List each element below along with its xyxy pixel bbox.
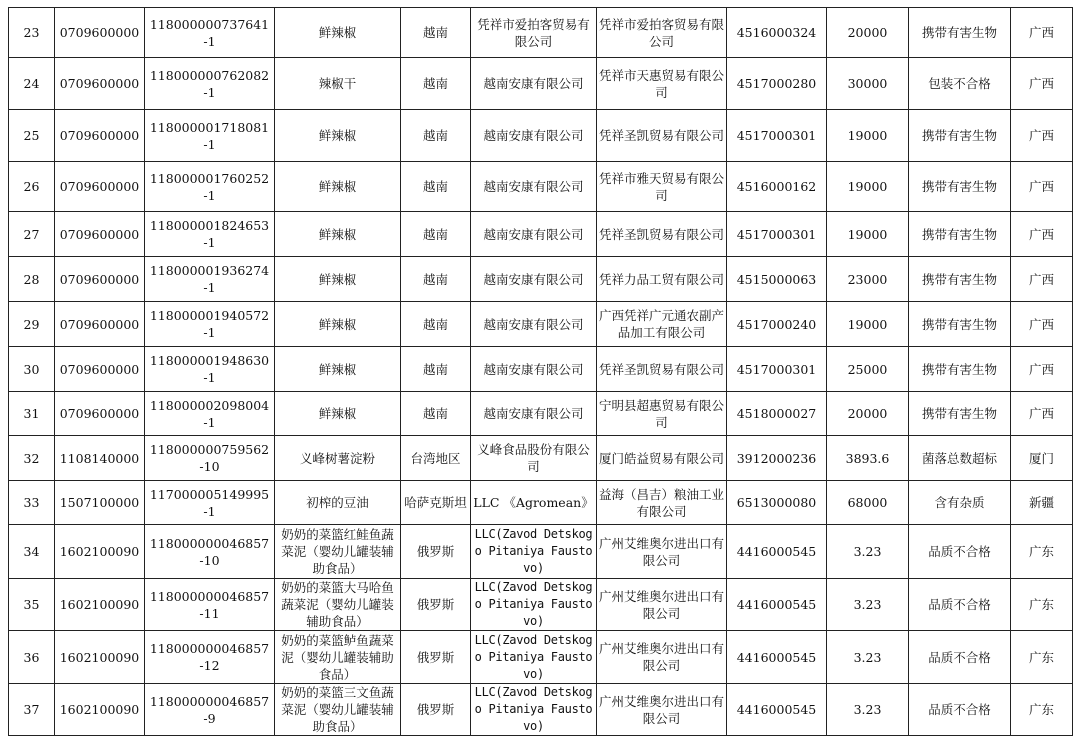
table-row xyxy=(9,347,1073,392)
cell-no: 34 xyxy=(9,525,55,579)
cell-producer: 凭祥市爱拍客贸易有限公司 xyxy=(471,8,597,58)
cell-importer: 凭祥圣凯贸易有限公司 xyxy=(597,212,727,257)
table-row xyxy=(9,212,1073,257)
cell-importer: 凭祥市爱拍客贸易有限公司 xyxy=(597,8,727,58)
cell-producer: LLC 《Agromean》 xyxy=(471,481,597,525)
cell-port: 新疆 xyxy=(1011,481,1073,525)
cell-origin: 俄罗斯 xyxy=(401,525,471,579)
cell-weight: 23000 xyxy=(827,257,909,302)
cell-producer: 越南安康有限公司 xyxy=(471,162,597,212)
cell-hs-code: 0709600000 xyxy=(55,110,145,162)
cell-importer-code: 4516000324 xyxy=(727,8,827,58)
table-row xyxy=(9,257,1073,302)
cell-weight: 3893.6 xyxy=(827,436,909,481)
cell-reason: 携带有害生物 xyxy=(909,302,1011,347)
cell-origin: 台湾地区 xyxy=(401,436,471,481)
cell-origin: 越南 xyxy=(401,392,471,436)
cell-record-no: 118000000046857-10 xyxy=(145,525,275,579)
cell-origin: 越南 xyxy=(401,162,471,212)
cell-no: 35 xyxy=(9,579,55,631)
cell-importer-code: 4517000301 xyxy=(727,347,827,392)
cell-port: 广西 xyxy=(1011,110,1073,162)
cell-weight: 3.23 xyxy=(827,525,909,579)
cell-weight: 3.23 xyxy=(827,684,909,736)
cell-record-no: 118000001940572-1 xyxy=(145,302,275,347)
cell-producer: 越南安康有限公司 xyxy=(471,257,597,302)
cell-reason: 品质不合格 xyxy=(909,579,1011,631)
cell-origin: 俄罗斯 xyxy=(401,631,471,684)
cell-port: 广西 xyxy=(1011,8,1073,58)
cell-record-no: 118000001760252-1 xyxy=(145,162,275,212)
cell-weight: 20000 xyxy=(827,392,909,436)
cell-hs-code: 1602100090 xyxy=(55,684,145,736)
cell-origin: 哈萨克斯坦 xyxy=(401,481,471,525)
cell-port: 厦门 xyxy=(1011,436,1073,481)
cell-producer: 越南安康有限公司 xyxy=(471,212,597,257)
cell-product: 鲜辣椒 xyxy=(275,8,401,58)
cell-importer: 益海（昌吉）粮油工业有限公司 xyxy=(597,481,727,525)
cell-reason: 携带有害生物 xyxy=(909,110,1011,162)
cell-origin: 越南 xyxy=(401,302,471,347)
cell-no: 32 xyxy=(9,436,55,481)
cell-importer-code: 4517000301 xyxy=(727,110,827,162)
cell-producer: LLC(Zavod Detskogo Pitaniya Faustovo) xyxy=(471,631,597,684)
cell-reason: 携带有害生物 xyxy=(909,162,1011,212)
cell-record-no: 118000001936274-1 xyxy=(145,257,275,302)
table-row xyxy=(9,58,1073,110)
cell-record-no: 118000002098004-1 xyxy=(145,392,275,436)
cell-port: 广西 xyxy=(1011,212,1073,257)
cell-importer-code: 4515000063 xyxy=(727,257,827,302)
cell-importer-code: 6513000080 xyxy=(727,481,827,525)
table-row xyxy=(9,481,1073,525)
cell-origin: 越南 xyxy=(401,257,471,302)
cell-producer: 越南安康有限公司 xyxy=(471,347,597,392)
cell-hs-code: 1108140000 xyxy=(55,436,145,481)
cell-product: 奶奶的菜篮鲈鱼蔬菜泥（婴幼儿罐装辅助食品） xyxy=(275,631,401,684)
cell-port: 广东 xyxy=(1011,684,1073,736)
cell-importer: 广西凭祥广元通农副产品加工有限公司 xyxy=(597,302,727,347)
cell-reason: 携带有害生物 xyxy=(909,257,1011,302)
cell-hs-code: 0709600000 xyxy=(55,162,145,212)
cell-producer: 越南安康有限公司 xyxy=(471,302,597,347)
cell-no: 30 xyxy=(9,347,55,392)
cell-importer: 广州艾维奥尔进出口有限公司 xyxy=(597,525,727,579)
table-row xyxy=(9,436,1073,481)
cell-producer: LLC(Zavod Detskogo Pitaniya Faustovo) xyxy=(471,684,597,736)
cell-hs-code: 0709600000 xyxy=(55,392,145,436)
cell-port: 广东 xyxy=(1011,631,1073,684)
cell-importer: 凭祥市雅天贸易有限公司 xyxy=(597,162,727,212)
cell-no: 28 xyxy=(9,257,55,302)
cell-weight: 19000 xyxy=(827,212,909,257)
cell-importer-code: 4517000280 xyxy=(727,58,827,110)
cell-importer: 广州艾维奥尔进出口有限公司 xyxy=(597,684,727,736)
cell-hs-code: 1602100090 xyxy=(55,579,145,631)
cell-no: 23 xyxy=(9,8,55,58)
cell-origin: 俄罗斯 xyxy=(401,579,471,631)
cell-producer: 越南安康有限公司 xyxy=(471,58,597,110)
cell-port: 广东 xyxy=(1011,525,1073,579)
cell-no: 27 xyxy=(9,212,55,257)
cell-product: 鲜辣椒 xyxy=(275,162,401,212)
cell-origin: 越南 xyxy=(401,8,471,58)
cell-port: 广东 xyxy=(1011,579,1073,631)
cell-no: 37 xyxy=(9,684,55,736)
cell-reason: 携带有害生物 xyxy=(909,392,1011,436)
cell-reason: 含有杂质 xyxy=(909,481,1011,525)
cell-product: 鲜辣椒 xyxy=(275,110,401,162)
cell-product: 奶奶的菜篮三文鱼蔬菜泥（婴幼儿罐装辅助食品） xyxy=(275,684,401,736)
table-body xyxy=(9,8,1073,736)
cell-importer: 宁明县超惠贸易有限公司 xyxy=(597,392,727,436)
cell-reason: 品质不合格 xyxy=(909,631,1011,684)
cell-record-no: 118000000762082-1 xyxy=(145,58,275,110)
table-row xyxy=(9,392,1073,436)
cell-record-no: 118000000046857-11 xyxy=(145,579,275,631)
cell-producer: 义峰食品股份有限公司 xyxy=(471,436,597,481)
cell-weight: 3.23 xyxy=(827,631,909,684)
table-row xyxy=(9,302,1073,347)
cell-importer-code: 4516000162 xyxy=(727,162,827,212)
table-row xyxy=(9,110,1073,162)
cell-reason: 品质不合格 xyxy=(909,684,1011,736)
cell-weight: 19000 xyxy=(827,110,909,162)
cell-product: 鲜辣椒 xyxy=(275,257,401,302)
cell-hs-code: 1602100090 xyxy=(55,525,145,579)
cell-hs-code: 0709600000 xyxy=(55,58,145,110)
cell-origin: 越南 xyxy=(401,212,471,257)
cell-importer: 凭祥力品工贸有限公司 xyxy=(597,257,727,302)
cell-product: 奶奶的菜篮红鲑鱼蔬菜泥（婴幼儿罐装辅助食品） xyxy=(275,525,401,579)
cell-importer: 凭祥圣凯贸易有限公司 xyxy=(597,347,727,392)
cell-weight: 20000 xyxy=(827,8,909,58)
cell-reason: 包装不合格 xyxy=(909,58,1011,110)
cell-hs-code: 0709600000 xyxy=(55,212,145,257)
cell-importer-code: 4416000545 xyxy=(727,684,827,736)
cell-reason: 携带有害生物 xyxy=(909,212,1011,257)
cell-reason: 携带有害生物 xyxy=(909,8,1011,58)
table-row xyxy=(9,684,1073,736)
cell-importer: 凭祥圣凯贸易有限公司 xyxy=(597,110,727,162)
cell-weight: 30000 xyxy=(827,58,909,110)
cell-importer-code: 3912000236 xyxy=(727,436,827,481)
cell-product: 鲜辣椒 xyxy=(275,302,401,347)
cell-origin: 越南 xyxy=(401,58,471,110)
cell-origin: 越南 xyxy=(401,347,471,392)
cell-record-no: 118000001948630-1 xyxy=(145,347,275,392)
cell-product: 鲜辣椒 xyxy=(275,212,401,257)
cell-record-no: 118000000046857-12 xyxy=(145,631,275,684)
cell-port: 广西 xyxy=(1011,58,1073,110)
cell-producer: 越南安康有限公司 xyxy=(471,110,597,162)
cell-record-no: 118000001718081-1 xyxy=(145,110,275,162)
table-row xyxy=(9,525,1073,579)
table-row xyxy=(9,162,1073,212)
table-row xyxy=(9,631,1073,684)
cell-importer-code: 4416000545 xyxy=(727,579,827,631)
rejected-imports-table xyxy=(8,7,1073,736)
cell-no: 33 xyxy=(9,481,55,525)
cell-origin: 俄罗斯 xyxy=(401,684,471,736)
cell-importer: 凭祥市天惠贸易有限公司 xyxy=(597,58,727,110)
cell-port: 广西 xyxy=(1011,347,1073,392)
cell-no: 36 xyxy=(9,631,55,684)
cell-importer: 广州艾维奥尔进出口有限公司 xyxy=(597,579,727,631)
table-row xyxy=(9,579,1073,631)
cell-port: 广西 xyxy=(1011,392,1073,436)
cell-importer: 广州艾维奥尔进出口有限公司 xyxy=(597,631,727,684)
cell-product: 鲜辣椒 xyxy=(275,347,401,392)
cell-producer: 越南安康有限公司 xyxy=(471,392,597,436)
table-row xyxy=(9,8,1073,58)
cell-importer-code: 4517000301 xyxy=(727,212,827,257)
cell-importer-code: 4517000240 xyxy=(727,302,827,347)
cell-producer: LLC(Zavod Detskogo Pitaniya Faustovo) xyxy=(471,579,597,631)
cell-no: 24 xyxy=(9,58,55,110)
cell-reason: 携带有害生物 xyxy=(909,347,1011,392)
cell-hs-code: 1507100000 xyxy=(55,481,145,525)
cell-no: 26 xyxy=(9,162,55,212)
cell-weight: 68000 xyxy=(827,481,909,525)
cell-no: 29 xyxy=(9,302,55,347)
cell-port: 广西 xyxy=(1011,302,1073,347)
cell-no: 25 xyxy=(9,110,55,162)
cell-record-no: 118000000737641-1 xyxy=(145,8,275,58)
cell-hs-code: 1602100090 xyxy=(55,631,145,684)
cell-importer-code: 4416000545 xyxy=(727,525,827,579)
cell-port: 广西 xyxy=(1011,162,1073,212)
cell-port: 广西 xyxy=(1011,257,1073,302)
cell-product: 初榨的豆油 xyxy=(275,481,401,525)
cell-product: 辣椒干 xyxy=(275,58,401,110)
cell-importer-code: 4518000027 xyxy=(727,392,827,436)
cell-importer: 厦门皓益贸易有限公司 xyxy=(597,436,727,481)
cell-weight: 19000 xyxy=(827,162,909,212)
cell-origin: 越南 xyxy=(401,110,471,162)
cell-weight: 19000 xyxy=(827,302,909,347)
cell-importer-code: 4416000545 xyxy=(727,631,827,684)
cell-product: 奶奶的菜篮大马哈鱼蔬菜泥（婴幼儿罐装辅助食品） xyxy=(275,579,401,631)
cell-record-no: 118000001824653-1 xyxy=(145,212,275,257)
cell-record-no: 118000000046857-9 xyxy=(145,684,275,736)
cell-record-no: 118000000759562-10 xyxy=(145,436,275,481)
cell-weight: 3.23 xyxy=(827,579,909,631)
cell-product: 鲜辣椒 xyxy=(275,392,401,436)
cell-hs-code: 0709600000 xyxy=(55,8,145,58)
cell-weight: 25000 xyxy=(827,347,909,392)
cell-reason: 菌落总数超标 xyxy=(909,436,1011,481)
cell-no: 31 xyxy=(9,392,55,436)
cell-record-no: 117000005149995-1 xyxy=(145,481,275,525)
cell-producer: LLC(Zavod Detskogo Pitaniya Faustovo) xyxy=(471,525,597,579)
cell-hs-code: 0709600000 xyxy=(55,347,145,392)
cell-hs-code: 0709600000 xyxy=(55,302,145,347)
cell-hs-code: 0709600000 xyxy=(55,257,145,302)
cell-reason: 品质不合格 xyxy=(909,525,1011,579)
cell-product: 义峰树薯淀粉 xyxy=(275,436,401,481)
